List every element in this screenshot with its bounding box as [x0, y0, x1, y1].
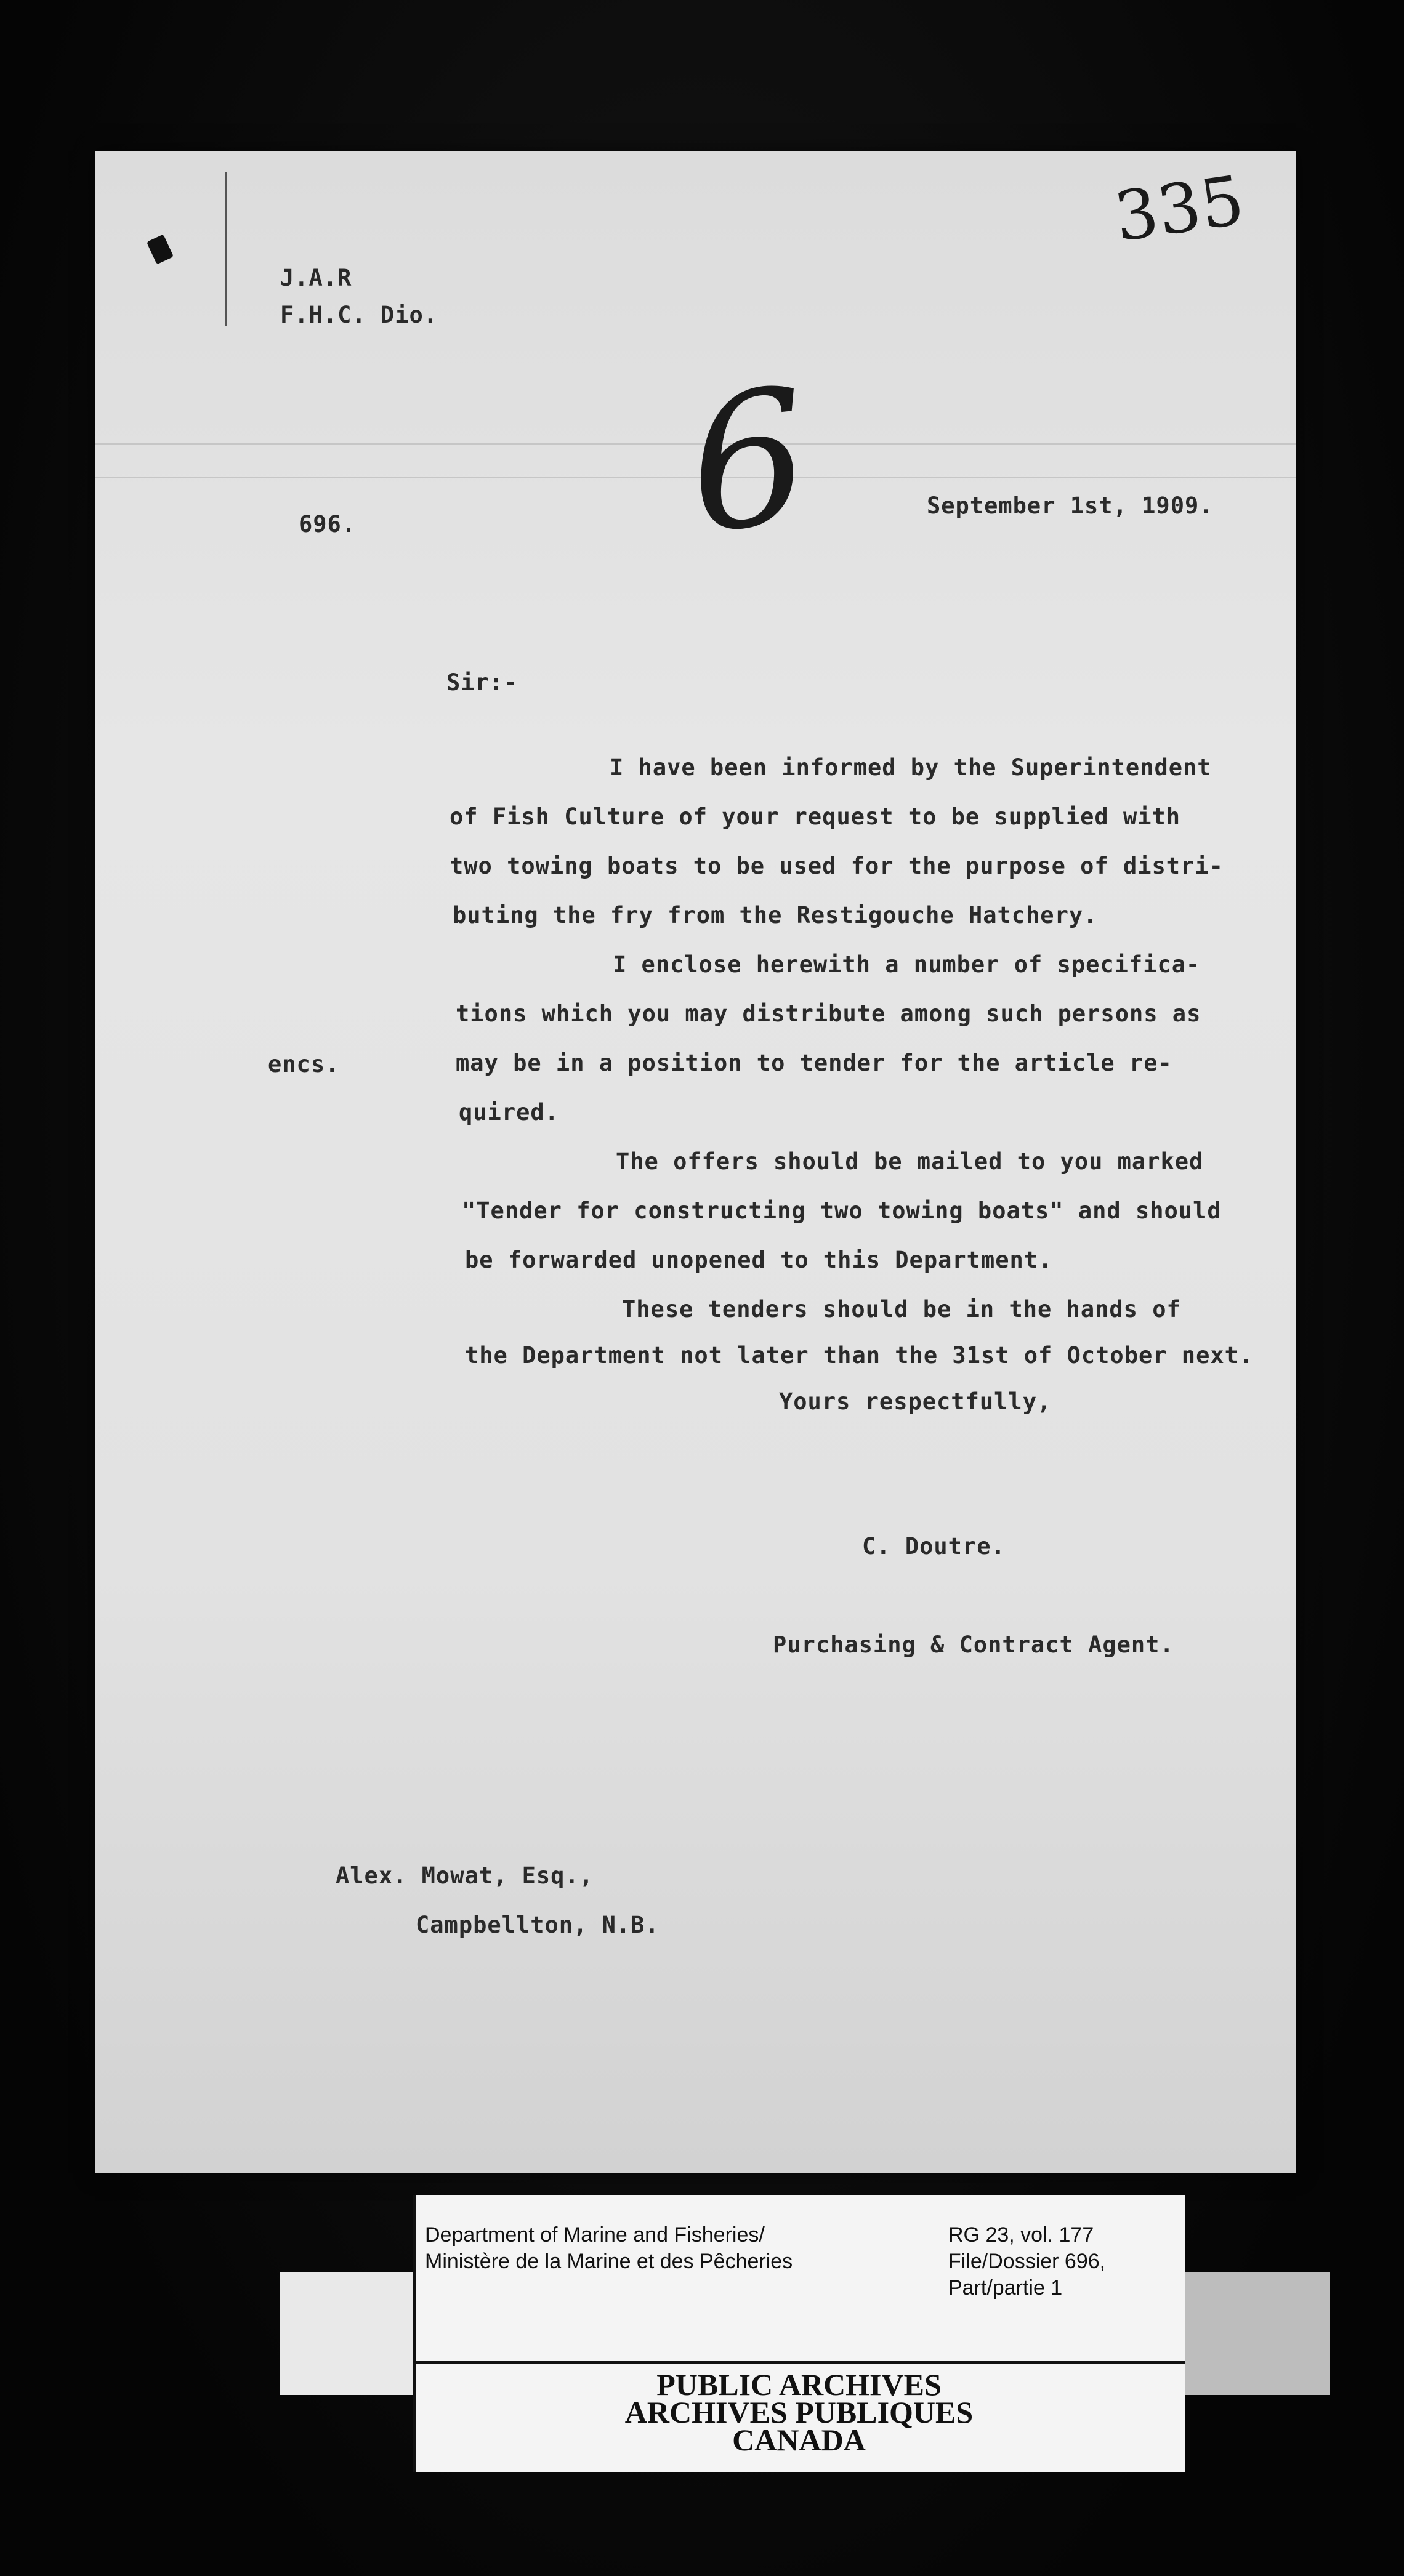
stamp-line-3: CANADA [732, 2423, 866, 2457]
initials-line-1: J.A.R [280, 265, 352, 291]
body-line-3: two towing boats to be used for the purpose of distri- [450, 853, 1224, 879]
body-line-10: "Tender for constructing two towing boats" and should [462, 1197, 1222, 1224]
label-divider [413, 2361, 1185, 2364]
body-line-13: the Department not later than the 31st of October next. [465, 1342, 1254, 1369]
closing: Yours respectfully, [779, 1388, 1052, 1415]
label-reference-1: RG 23, vol. 177 [948, 2223, 1094, 2247]
addressee-name: Alex. Mowat, Esq., [336, 1862, 594, 1889]
file-number: 696. [299, 511, 357, 537]
body-line-4: buting the fry from the Restigouche Hatchery. [453, 902, 1098, 928]
punch-hole [147, 235, 174, 265]
label-department-fr: Ministère de la Marine et des Pêcheries [425, 2250, 793, 2273]
body-line-5: I enclose herewith a number of specifica- [613, 951, 1201, 978]
body-line-11: be forwarded unopened to this Department. [465, 1247, 1053, 1273]
stamp-line-2: ARCHIVES PUBLIQUES [624, 2395, 974, 2429]
salutation: Sir:- [446, 669, 518, 696]
body-line-1: I have been informed by the Superintendent [610, 754, 1212, 781]
label-reference-3: Part/partie 1 [948, 2276, 1063, 2300]
margin-rule [225, 172, 227, 326]
initials-line-2: F.H.C. Dio. [280, 302, 438, 328]
label-department-en: Department of Marine and Fisheries/ [425, 2223, 765, 2247]
archive-label [413, 2195, 1185, 2472]
addressee-place: Campbellton, N.B. [416, 1912, 660, 1938]
label-reference-2: File/Dossier 696, [948, 2250, 1106, 2273]
body-line-7: may be in a position to tender for the article re- [456, 1050, 1172, 1076]
margin-note: encs. [268, 1051, 340, 1077]
letter-date: September 1st, 1909. [927, 493, 1214, 519]
letter-page [95, 151, 1296, 2173]
handwritten-mark: 6 [679, 348, 818, 575]
body-line-8: quired. [459, 1099, 559, 1125]
label-tab-left [280, 2272, 413, 2395]
signature-name: C. Doutre. [862, 1533, 1006, 1560]
body-line-6: tions which you may distribute among such persons as [456, 1000, 1201, 1027]
signature-title: Purchasing & Contract Agent. [773, 1632, 1174, 1658]
stamp-line-1: PUBLIC ARCHIVES [656, 2367, 942, 2402]
body-line-9: The offers should be mailed to you marked [616, 1148, 1204, 1175]
folio-number: 335 [1110, 161, 1249, 257]
body-line-12: These tenders should be in the hands of [622, 1296, 1181, 1322]
body-line-2: of Fish Culture of your request to be supplied with [450, 803, 1181, 830]
label-tab-right [1185, 2272, 1330, 2395]
